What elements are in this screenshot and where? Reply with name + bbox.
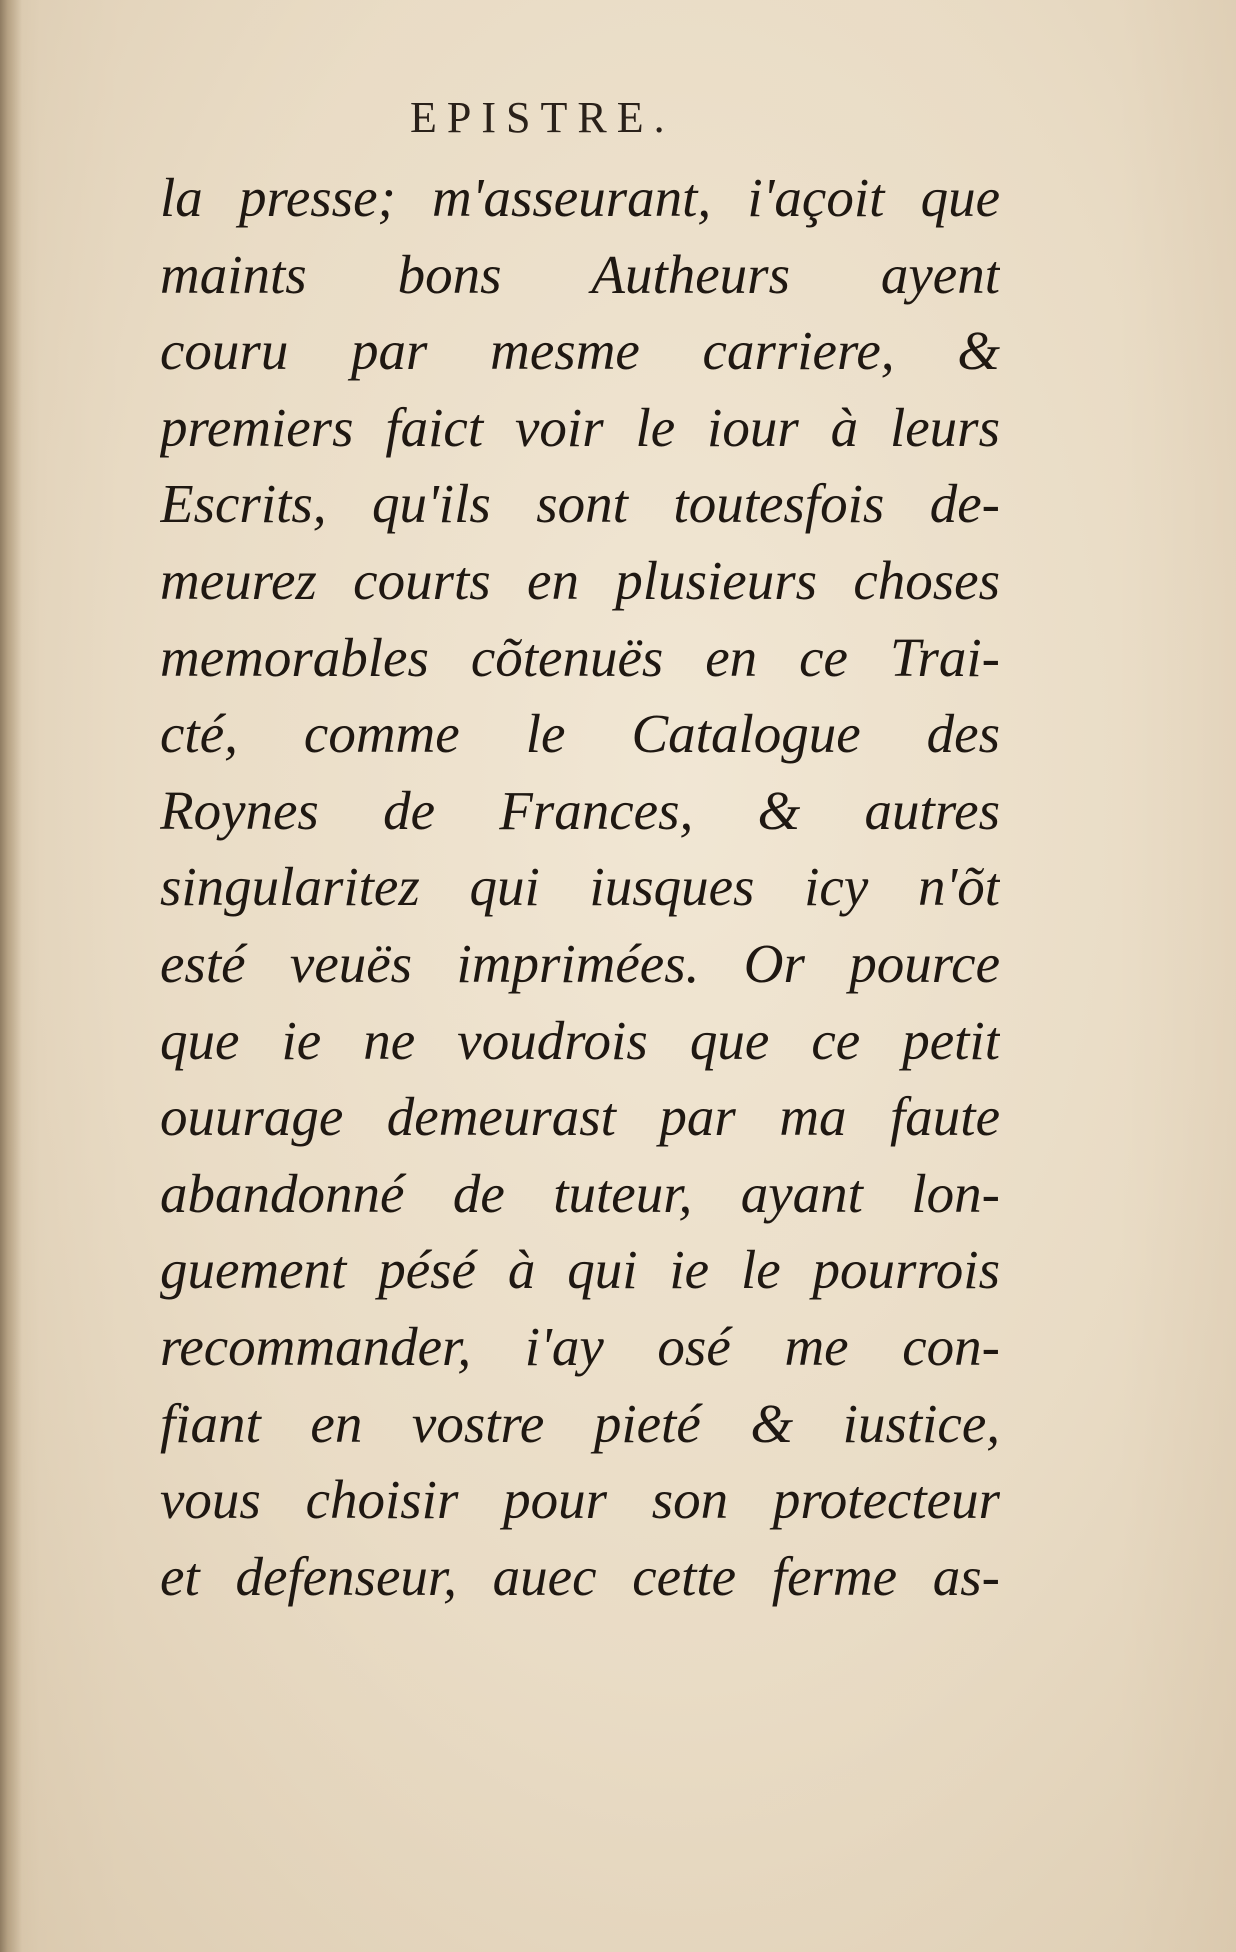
running-title: EPISTRE. <box>410 93 675 142</box>
binding-edge <box>0 0 22 1952</box>
text-line: ouurage demeurast par ma faute <box>160 1086 1000 1148</box>
body-text <box>160 160 1000 1615</box>
text-line: recommander, i'ay osé me con- <box>160 1315 1000 1377</box>
text-line: cté, comme le Catalogue des <box>160 703 1000 765</box>
text-line: Escrits, qu'ils sont toutesfois de- <box>160 473 1000 535</box>
text-line: memorables cõtenuës en ce Trai- <box>160 626 1000 688</box>
text-line: la presse; m'asseurant, i'açoit que <box>160 167 1000 228</box>
text-line: Roynes de Frances, & autres <box>160 779 1000 841</box>
text-line: fiant en vostre pieté & iustice, <box>160 1392 1000 1454</box>
text-line: vous choisir pour son protecteur <box>160 1469 1000 1531</box>
text-line: que ie ne voudrois que ce petit <box>160 1009 1000 1071</box>
text-line: abandonné de tuteur, ayant lon- <box>160 1162 1000 1224</box>
text-line: et defenseur, auec cette ferme as- <box>160 1545 1000 1607</box>
text-line: premiers faict voir le iour à leurs <box>160 396 1000 458</box>
text-line: couru par mesme carriere, & <box>160 320 1000 382</box>
text-line: esté veuës imprimées. Or pource <box>160 932 1000 994</box>
text-line: guement pésé à qui ie le pourrois <box>160 1239 1000 1301</box>
text-line: meurez courts en plusieurs choses <box>160 549 1000 611</box>
text-line: singularitez qui iusques icy n'õt <box>160 856 1000 918</box>
text-line: maints bons Autheurs ayent <box>160 243 1000 305</box>
